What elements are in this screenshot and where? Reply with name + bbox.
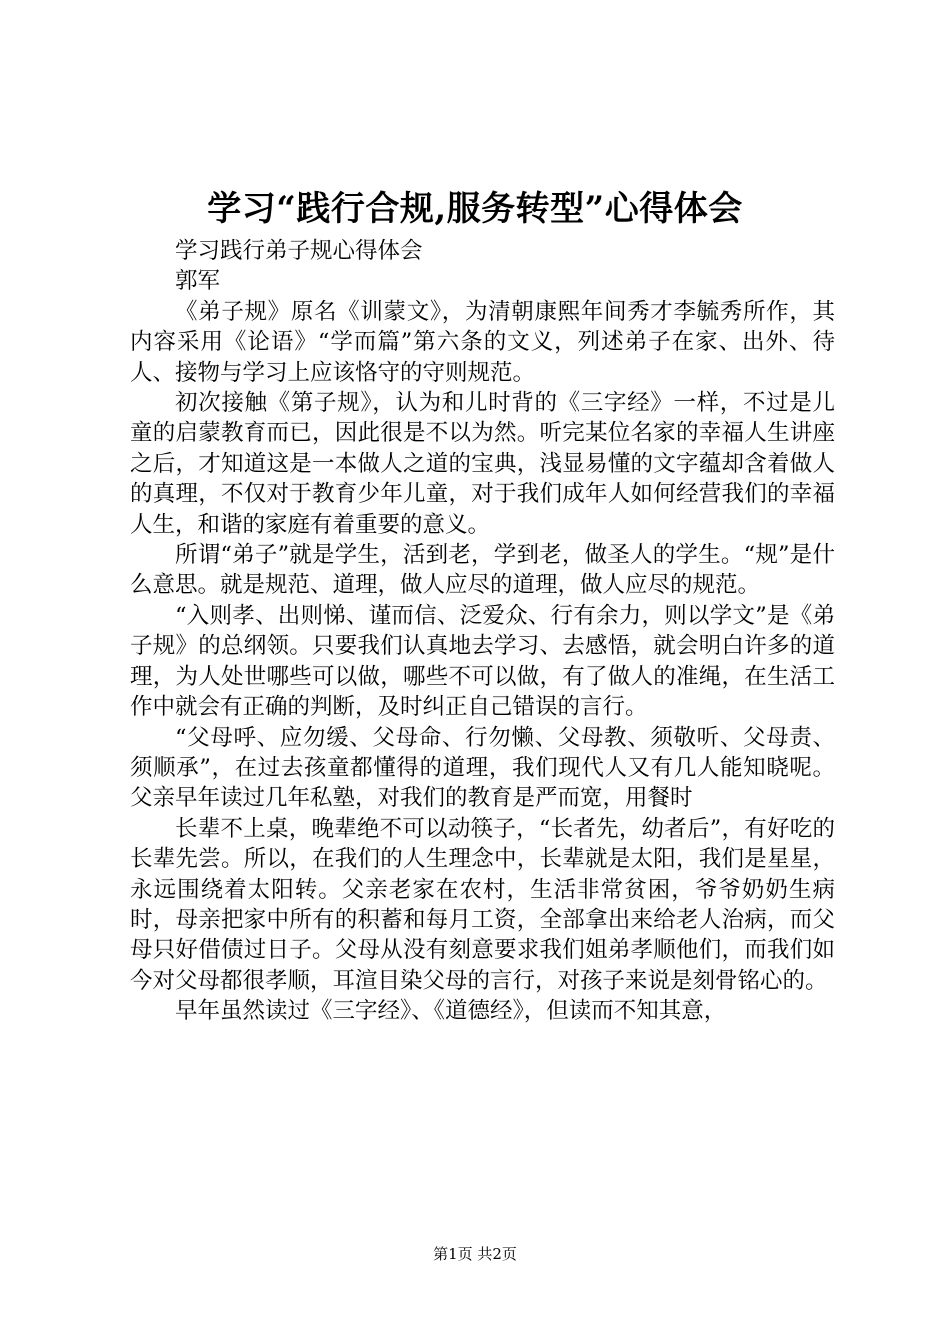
paragraph: 《弟子规》原名《训蒙文》，为清朝康熙年间秀才李毓秀所作，其内容采用《论语》“学而篇”第六条的文义，列述弟子在家、出外、待人、接物与学习上应该恪守的守则规范。 [130, 298, 835, 386]
page-footer: 第1页 共2页 [433, 1245, 517, 1263]
document-body [130, 236, 835, 1027]
paragraph: “入则孝、出则悌、谨而信、泛爱众、行有余力，则以学文”是《弟子规》的总纲领。只要我们认真地去学习、去感悟，就会明白许多的道理，为人处世哪些可以做，哪些不可以做，有了做人的准绳，在生活工作中就会有正确的判断，及时纠正自己错误的言行。 [130, 602, 835, 721]
paragraph: 早年虽然读过《三字经》、《道德经》，但读而不知其意， [175, 998, 727, 1025]
paragraph: 初次接触《第子规》，认为和儿时背的《三字经》一样，不过是儿童的启蒙教育而已，因此很是不以为然。听完某位名家的幸福人生讲座之后，才知道这是一本做人之道的宝典，浅显易懂的文字蕴却含着做人的真理，不仅对于教育少年儿童，对于我们成年人如何经营我们的幸福人生，和谐的家庭有着重要的意义。 [130, 390, 835, 538]
paragraph: “父母呼、应勿缓、父母命、行勿懒、父母教、须敬听、父母责、须顺承”，在过去孩童都懂得的道理，我们现代人又有几人能知晓呢。父亲早年读过几年私塾，对我们的教育是严而宽，用餐时 [130, 724, 835, 812]
paragraph: 所谓“弟子”就是学生，活到老，学到老，做圣人的学生。“规”是什么意思。就是规范、道理，做人应尽的道理，做人应尽的规范。 [130, 542, 835, 599]
document-title: 学习“践行合规,服务转型”心得体会 [207, 189, 743, 229]
author: 郭军 [175, 268, 221, 295]
paragraph: 长辈不上桌，晚辈绝不可以动筷子，“长者先，幼者后”，有好吃的长辈先尝。所以，在我们的人生理念中，长辈就是太阳，我们是星星，永远围绕着太阳转。父亲老家在农村，生活非常贫困，爷爷奶奶生病时，母亲把家中所有的积蓄和每月工资，全部拿出来给老人治病，而父母只好借债过日子。父母从没有刻意要求我们姐弟孝顺他们，而我们如今对父母都很孝顺，耳渲目染父母的言行，对孩子来说是刻骨铭心的。 [130, 815, 835, 994]
subtitle: 学习践行弟子规心得体会 [175, 238, 423, 264]
